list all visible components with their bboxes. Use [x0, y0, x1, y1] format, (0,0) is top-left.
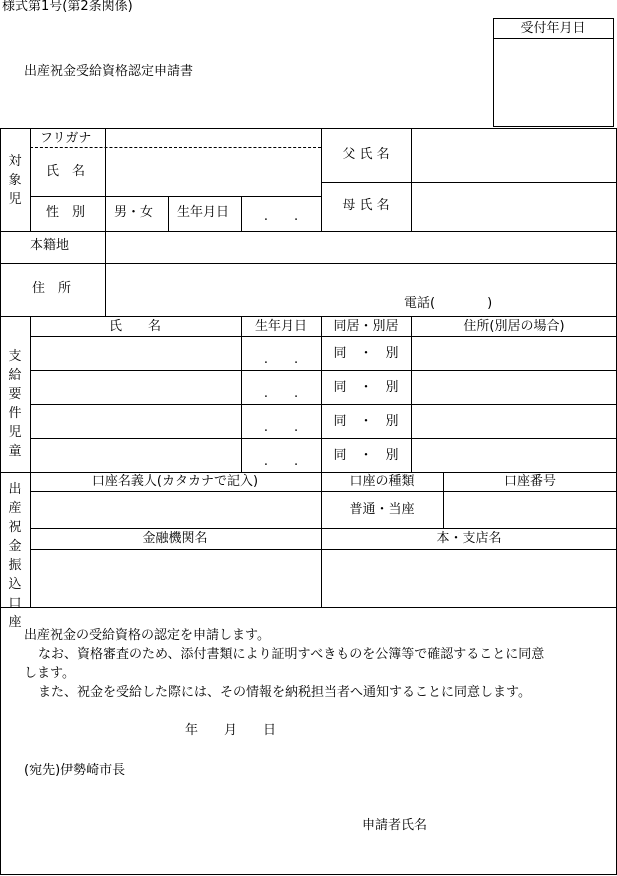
bank-holder-header: 口座名義人(カタカナで記入) [91, 474, 259, 489]
child-birthdate-field[interactable]: . . [263, 209, 299, 224]
req-row-2-name[interactable] [31, 371, 240, 403]
form-number: 様式第1号(第2条関係) [2, 0, 133, 14]
declaration-line-4: また、祝金を受給した際には、その情報を納税担当者へ通知することに同意します。 [38, 685, 531, 700]
declaration-line-2: なお、資格審査のため、添付書類により証明すべきものを公簿等で確認することに同意 [38, 647, 545, 662]
req-row-4-address[interactable] [412, 439, 615, 471]
req-row-1-name[interactable] [31, 337, 240, 369]
req-row-2-living[interactable]: 同 ・ 別 [333, 380, 399, 395]
phone-label: 電話( ) [404, 296, 493, 311]
form-title: 出産祝金受給資格認定申請書 [24, 64, 194, 79]
bank-section-label: 出産祝金振込口座 [8, 482, 22, 630]
declaration-line-3: します。 [24, 666, 75, 681]
child-birthdate-label: 生年月日 [177, 205, 230, 220]
applicant-name-field[interactable] [440, 812, 610, 836]
bank-number-field[interactable] [444, 492, 615, 527]
honseki-label: 本籍地 [30, 238, 70, 253]
bank-institution-header: 金融機関名 [142, 531, 208, 546]
req-header-living: 同居・別居 [333, 319, 399, 334]
furigana-label: フリガナ [40, 131, 92, 146]
req-row-3-birthdate[interactable]: . . [263, 420, 299, 435]
address-label: 住 所 [32, 281, 72, 296]
sex-options[interactable]: 男・女 [114, 205, 154, 220]
req-header-birthdate: 生年月日 [254, 319, 308, 334]
receipt-date-label: 受付年月日 [520, 21, 586, 36]
bank-branch-field[interactable] [322, 550, 615, 606]
phone-field[interactable] [444, 296, 488, 312]
sex-label: 性 別 [46, 205, 86, 220]
bank-number-header: 口座番号 [503, 474, 557, 489]
req-row-2-address[interactable] [412, 371, 615, 403]
subject-child-section-label: 対象児 [8, 154, 22, 207]
applicant-name-label: 申請者氏名 [362, 818, 428, 833]
req-row-3-living[interactable]: 同 ・ 別 [333, 414, 399, 429]
req-row-1-address[interactable] [412, 337, 615, 369]
req-row-3-address[interactable] [412, 405, 615, 437]
req-row-4-living[interactable]: 同 ・ 別 [333, 448, 399, 463]
bank-branch-header: 本・支店名 [436, 531, 502, 546]
father-name-label: 父 氏 名 [342, 147, 390, 162]
req-header-address: 住所(別居の場合) [463, 319, 565, 334]
req-row-1-birthdate[interactable]: . . [263, 352, 299, 367]
requirement-children-section-label: 支給要件児童 [8, 349, 22, 459]
addressee: (宛先)伊勢崎市長 [24, 763, 126, 778]
req-header-name: 氏 名 [108, 319, 162, 334]
mother-name-field[interactable] [412, 183, 615, 230]
honseki-field[interactable] [106, 232, 615, 262]
req-row-1-living[interactable]: 同 ・ 別 [333, 346, 399, 361]
bank-holder-field[interactable] [31, 492, 320, 527]
bank-type-options[interactable]: 普通・当座 [349, 502, 415, 517]
furigana-field[interactable] [106, 129, 320, 146]
child-name-field[interactable] [106, 148, 320, 195]
req-row-4-birthdate[interactable]: . . [263, 454, 299, 469]
req-row-4-name[interactable] [31, 439, 240, 471]
req-row-2-birthdate[interactable]: . . [263, 386, 299, 401]
bank-institution-field[interactable] [31, 550, 320, 606]
bank-type-header: 口座の種類 [349, 474, 415, 489]
child-name-label: 氏 名 [46, 164, 86, 179]
mother-name-label: 母 氏 名 [342, 198, 390, 213]
father-name-field[interactable] [412, 129, 615, 181]
req-row-3-name[interactable] [31, 405, 240, 437]
application-date[interactable]: 年 月 日 [185, 723, 277, 738]
declaration-line-1: 出産祝金の受給資格の認定を申請します。 [24, 628, 270, 643]
address-field[interactable] [106, 264, 615, 294]
